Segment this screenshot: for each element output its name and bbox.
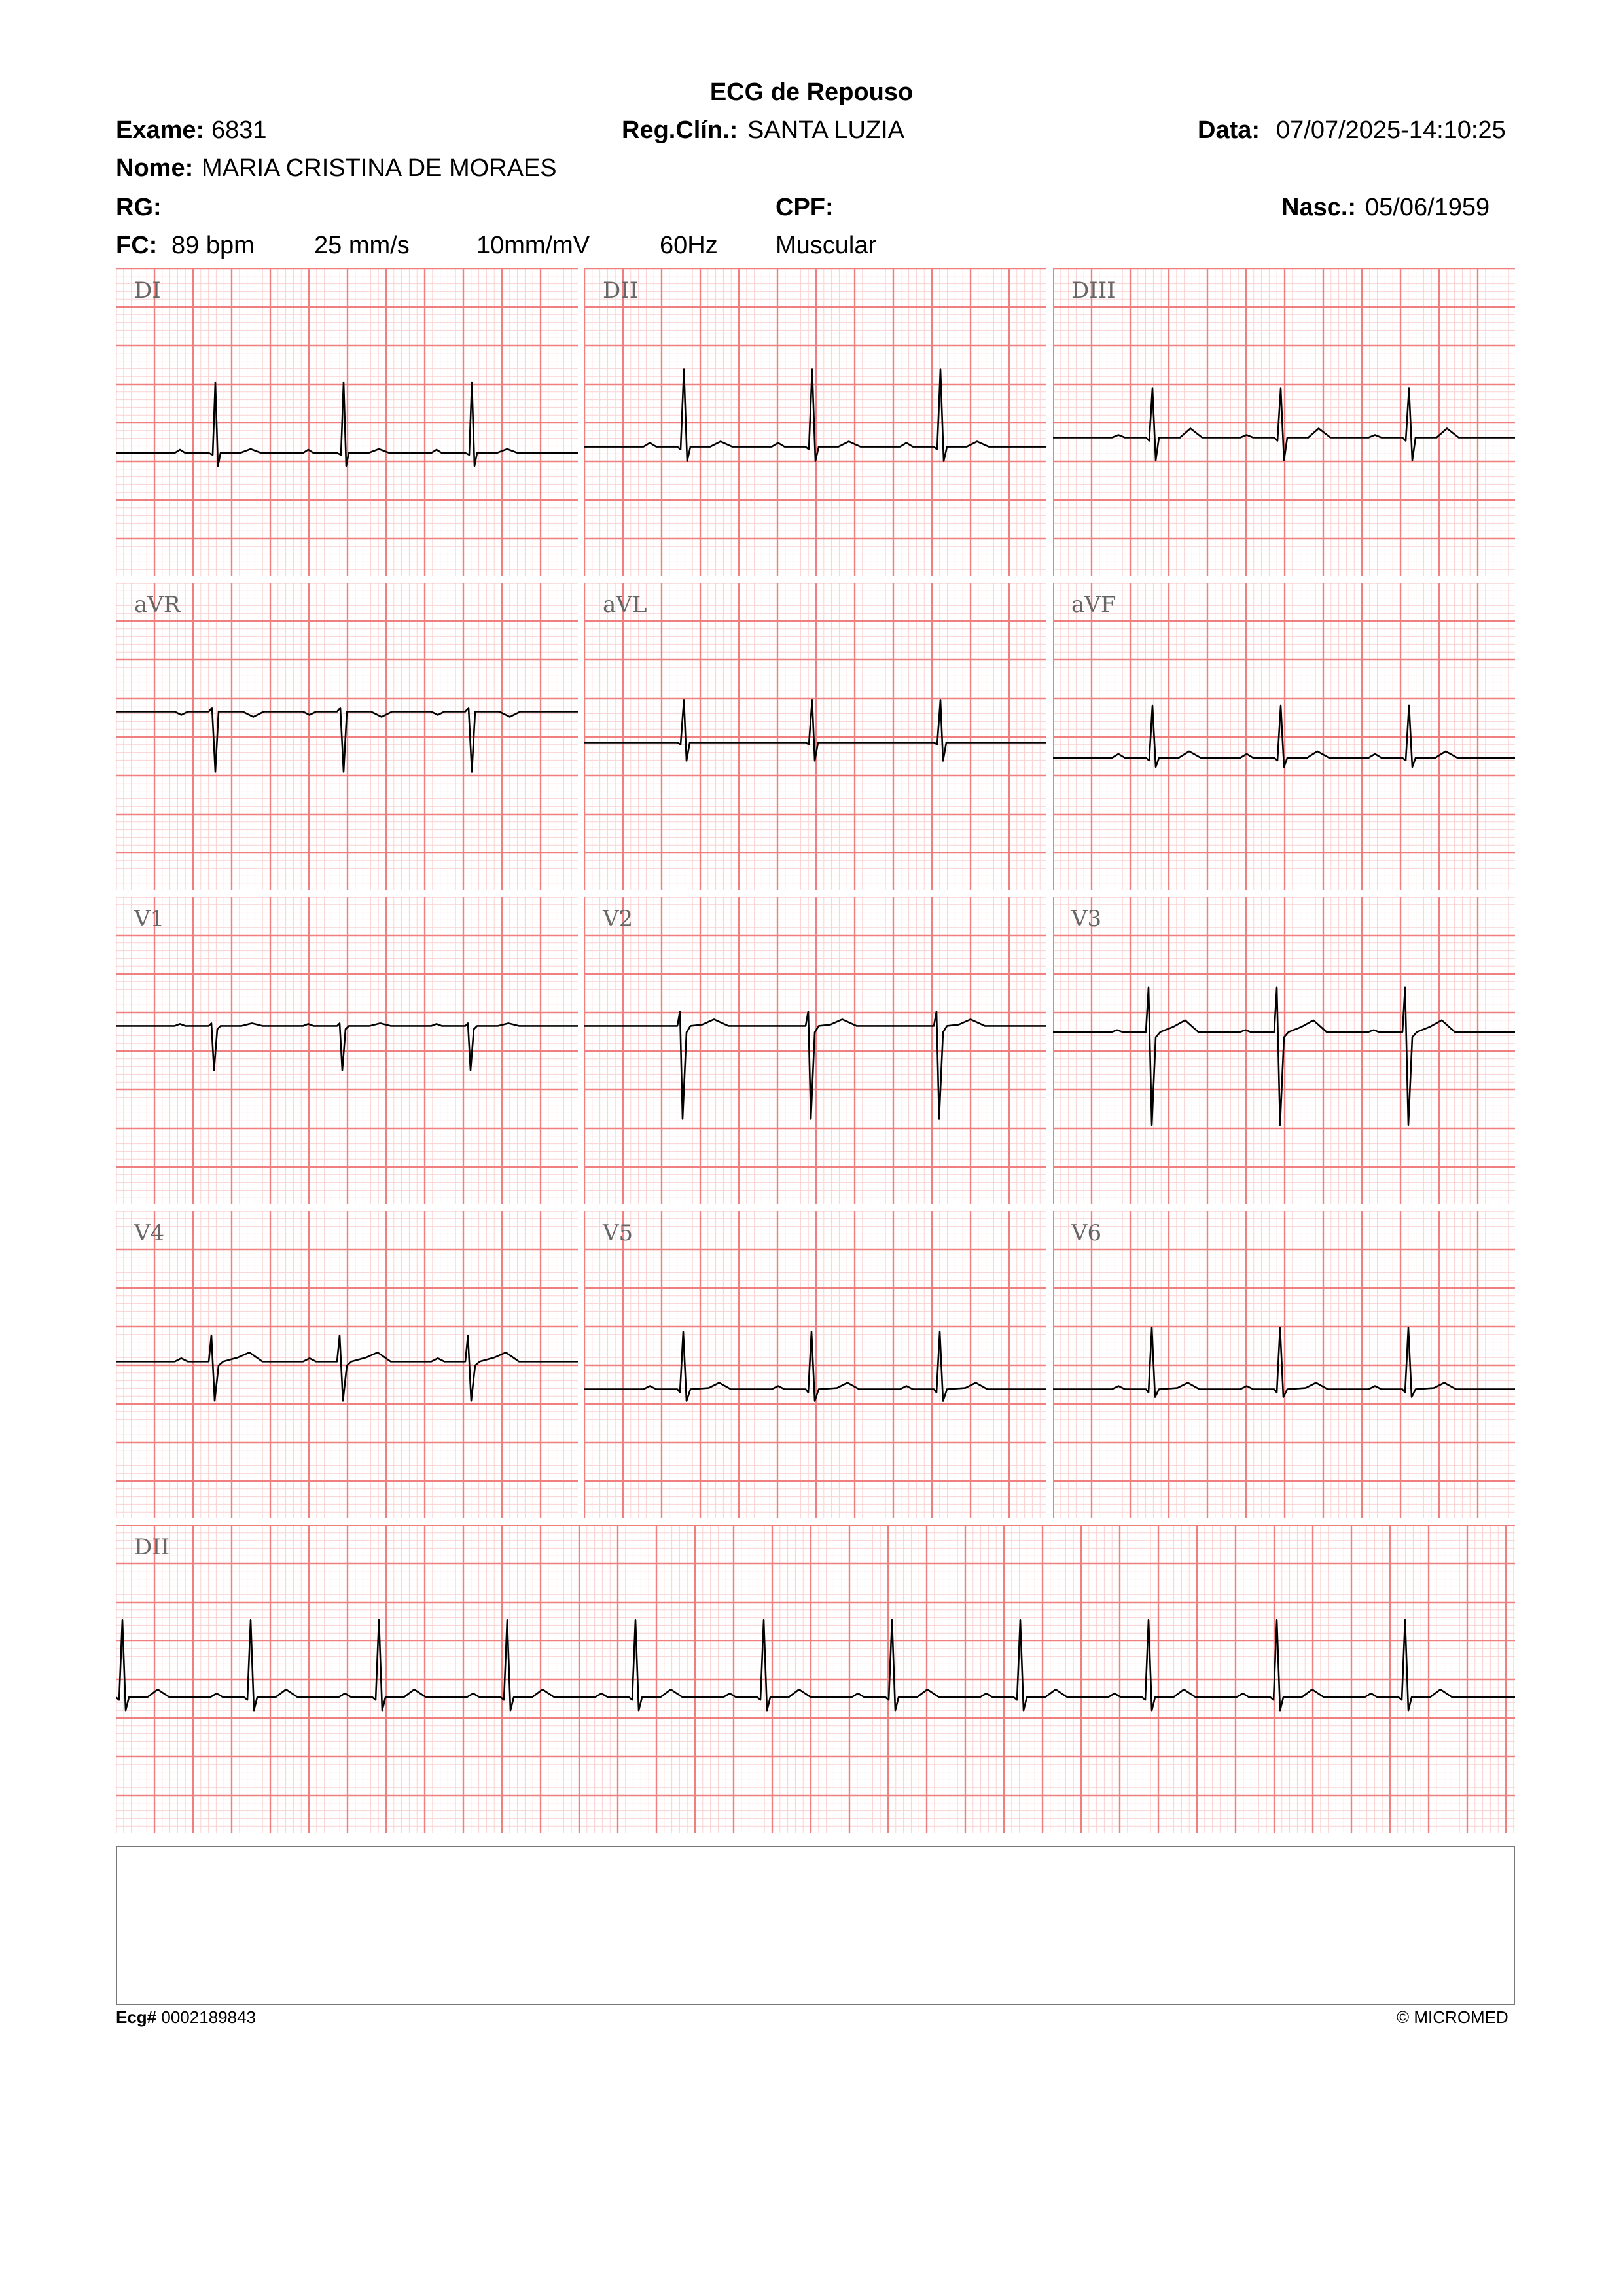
lead-panel-v2 — [584, 897, 1046, 1204]
ecg-grid-v5 — [584, 1211, 1046, 1518]
lead-label-v4: V4 — [134, 1220, 165, 1246]
clinic-value: SANTA LUZIA — [747, 117, 905, 144]
lead-panel-v4 — [116, 1211, 578, 1518]
lead-label-avr: aVR — [134, 592, 181, 618]
lead-panel-v3 — [1053, 897, 1515, 1204]
lead-label-v5: V5 — [603, 1220, 633, 1246]
lead-label-diii: DIII — [1071, 278, 1116, 304]
lead-panel-di — [116, 268, 578, 576]
filter-mode: Muscular — [776, 232, 877, 259]
lead-panel-v5 — [584, 1211, 1046, 1518]
rhythm-strip-panel — [116, 1525, 1515, 1833]
exam-label: Exame: — [116, 117, 205, 144]
date-value: 07/07/2025-14:10:25 — [1276, 117, 1506, 144]
lead-panel-v1 — [116, 897, 578, 1204]
lead-panel-avl — [584, 583, 1046, 890]
ecg-grid-avr — [116, 583, 578, 890]
cpf-label: CPF: — [776, 194, 834, 221]
ecg-grid-v1 — [116, 897, 578, 1204]
lead-label-v3: V3 — [1071, 906, 1102, 932]
lead-label-v1: V1 — [134, 906, 165, 932]
ecg-grid-avf — [1053, 583, 1515, 890]
lead-panel-diii — [1053, 268, 1515, 576]
filter-hz: 60Hz — [660, 232, 718, 259]
rg-label: RG: — [116, 194, 162, 221]
hr-label: FC: — [116, 232, 158, 259]
comments-box — [116, 1846, 1515, 2005]
lead-panel-dii — [584, 268, 1046, 576]
lead-panel-avr — [116, 583, 578, 890]
lead-label-avf: aVF — [1071, 592, 1116, 618]
exam-value: 6831 — [211, 117, 267, 144]
report-title: ECG de Repouso — [709, 79, 914, 106]
lead-label-v2: V2 — [603, 906, 633, 932]
ecg-grid-rhythm — [116, 1525, 1515, 1833]
ecg-grid-iii — [1053, 268, 1515, 576]
date-label: Data: — [1198, 117, 1260, 144]
lead-label-avl: aVL — [603, 592, 647, 618]
lead-label-v6: V6 — [1071, 1220, 1102, 1246]
ecg-number-label: Ecg# — [116, 2007, 157, 2027]
lead-panel-v6 — [1053, 1211, 1515, 1518]
lead-label-dii: DII — [603, 278, 639, 304]
rhythm-strip-label: DII — [134, 1534, 170, 1560]
gain: 10mm/mV — [476, 232, 590, 259]
lead-label-di: DI — [134, 278, 161, 304]
name-value: MARIA CRISTINA DE MORAES — [202, 154, 557, 182]
copyright: © MICROMED — [1397, 2007, 1508, 2027]
ecg-grid-i — [116, 268, 578, 576]
lead-panel-avf — [1053, 583, 1515, 890]
birth-value: 05/06/1959 — [1365, 194, 1490, 221]
ecg-grid-v3 — [1053, 897, 1515, 1204]
ecg-grid-v2 — [584, 897, 1046, 1204]
ecg-number-value: 0002189843 — [161, 2007, 256, 2027]
paper-speed: 25 mm/s — [314, 232, 410, 259]
ecg-grid-ii — [584, 268, 1046, 576]
clinic-label: Reg.Clín.: — [622, 117, 738, 144]
ecg-number — [116, 2007, 256, 2028]
hr-value: 89 bpm — [171, 232, 255, 259]
ecg-grid-avl — [584, 583, 1046, 890]
birth-label: Nasc.: — [1281, 194, 1357, 221]
ecg-grid-v6 — [1053, 1211, 1515, 1518]
name-label: Nome: — [116, 154, 194, 182]
ecg-grid-v4 — [116, 1211, 578, 1518]
